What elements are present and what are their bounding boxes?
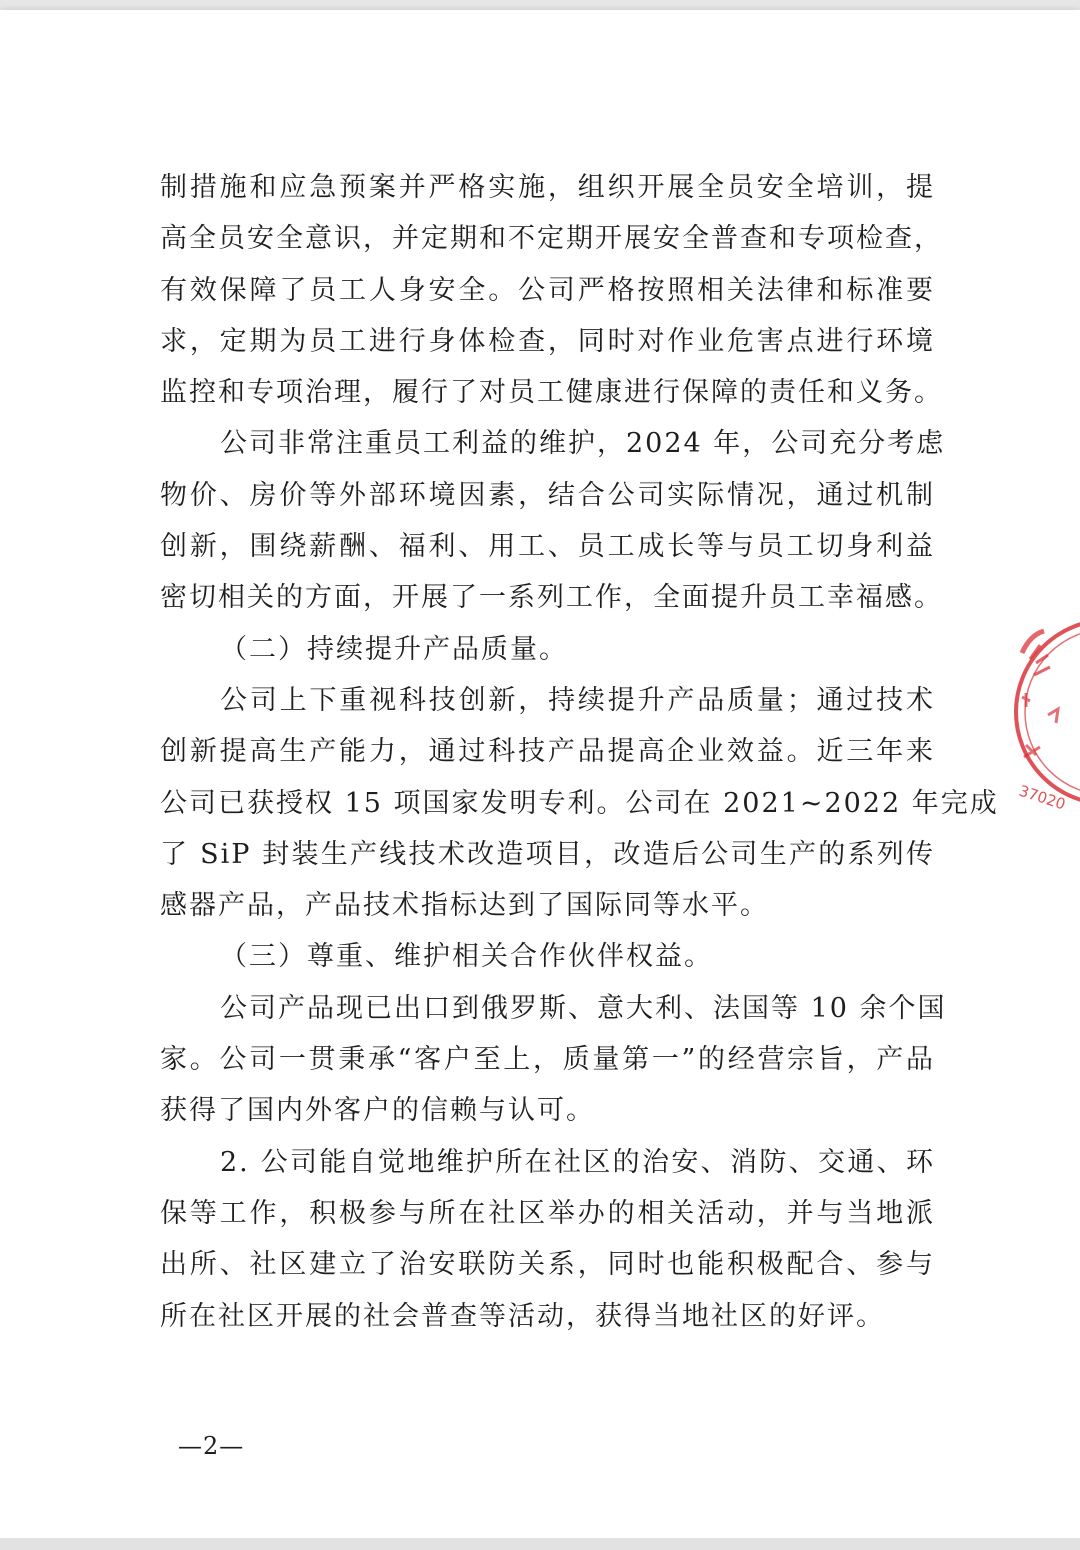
- paragraph-line: 制措施和应急预案并严格实施，组织开展全员安全培训，提: [160, 172, 935, 203]
- page-number: —2—: [178, 1432, 245, 1460]
- section-heading: （三）尊重、维护相关合作伙伴权益。: [220, 941, 713, 973]
- paragraph-line: 公司非常注重员工利益的维护，2024 年，公司充分考虑: [220, 428, 946, 460]
- paragraph-line: 求，定期为员工进行身体检查，同时对作业危害点进行环境: [160, 325, 935, 357]
- paragraph-line: 有效保障了员工人身安全。公司严格按照相关法律和标准要: [160, 274, 935, 306]
- paragraph-line: 获得了国内外客户的信赖与认可。: [160, 1095, 595, 1127]
- paragraph-line: 高全员安全意识，并定期和不定期开展安全普查和专项检查，: [160, 223, 943, 255]
- paragraph-line: 公司上下重视科技创新，持续提升产品质量；通过技术: [220, 684, 935, 716]
- paragraph-line: 出所、社区建立了治安联防关系，同时也能积极配合、参与: [160, 1249, 935, 1281]
- document-body: [160, 162, 999, 1342]
- paragraph-line: 家。公司一贯秉承“客户至上，质量第一”的经营宗旨，产品: [160, 1044, 935, 1076]
- scan-edge: [0, 1538, 1080, 1550]
- paragraph-line: 密切相关的方面，开展了一系列工作，全面提升员工幸福感。: [160, 582, 943, 614]
- document-page: [0, 10, 1080, 1538]
- paragraph-line: 所在社区开展的社会普查等活动，获得当地社区的好评。: [160, 1300, 885, 1332]
- company-seal-stamp: [1000, 605, 1080, 820]
- paragraph-line: 公司产品现已出口到俄罗斯、意大利、法国等 10 余个国: [220, 992, 947, 1024]
- paragraph-line: 公司已获授权 15 项国家发明专利。公司在 2021~2022 年完成: [160, 787, 999, 819]
- paragraph-line: 物价、房价等外部环境因素，结合公司实际情况，通过机制: [160, 479, 935, 511]
- paragraph-line: 了 SiP 封装生产线技术改造项目，改造后公司生产的系列传: [160, 838, 935, 870]
- paragraph-line: 创新，围绕薪酬、福利、用工、员工成长等与员工切身利益: [160, 531, 935, 563]
- paragraph-line: 保等工作，积极参与所在社区举办的相关活动，并与当地派: [160, 1197, 935, 1229]
- paragraph-line: 感器产品，产品技术指标达到了国际同等水平。: [160, 890, 769, 922]
- section-heading: （二）持续提升产品质量。: [220, 633, 568, 665]
- paragraph-line: 监控和专项治理，履行了对员工健康进行保障的责任和义务。: [160, 377, 943, 409]
- paragraph-line: 2. 公司能自觉地维护所在社区的治安、消防、交通、环: [220, 1146, 935, 1178]
- seal-number: 37020: [1016, 781, 1068, 814]
- paragraph-line: 创新提高生产能力，通过科技产品提高企业效益。近三年来: [160, 736, 935, 768]
